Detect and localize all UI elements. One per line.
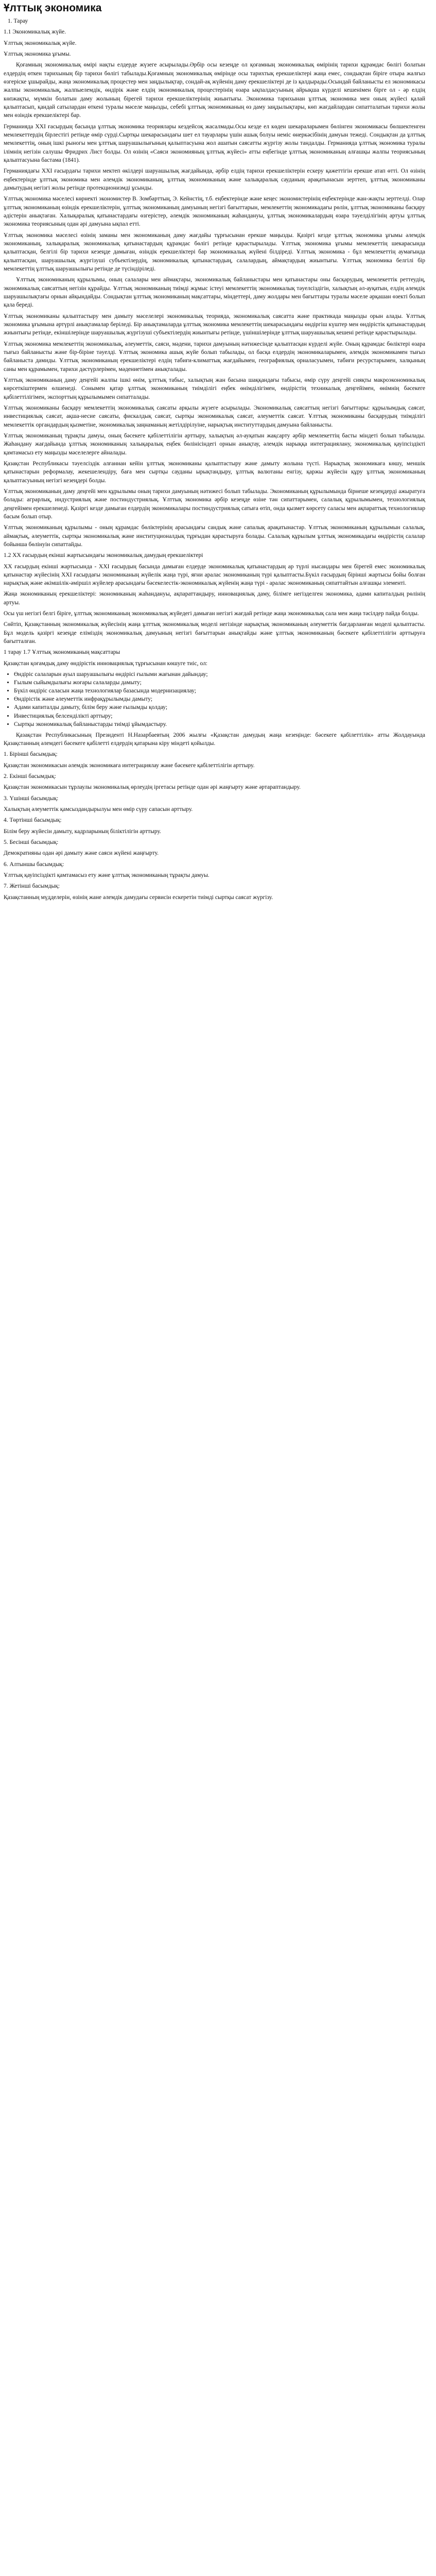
chapter-label: 1. Тарау	[8, 18, 28, 25]
body-paragraph: Ұлттық экономиканың даму деңгейі жалпы ішкі өнім, ұлттық табыс, халықтың жан басына шаққандағы табысы, өмір сүру деңгейі сияқты макроэкономикалық көрсеткіштермен өлшенеді. Сонымен қатар ұлттық экономиканың тиімділігі еңбек өнімділігімен, өндірістің техникалық деңгейімен, өнімнің бәсекеге қабілеттілігімен, экспорттың құрылымымен сипатталады.	[4, 377, 425, 400]
body-paragraph: Ұлттық экономика мемлекеттің экономикалық, әлеуметтік, саяси, мәдени, тарихи дамуының нәтижесінде қалыптасқан күрделі жүйе. Оның құрамдас бөліктері өзара тығыз байланысты және бір-біріне тәуелді. Ұлттық экономика ашық жүйе болып табылады, ол басқа елдердің экономикаларымен, әлемдік экономикамен тығыз байланыста дамиды. Ұлттық экономиканың ерекшеліктері елдің табиғи-климаттық жағдайымен, географиялық орналасуымен, табиғи ресурстарымен, халқының саны мен құрамымен, тарихи дәстүрлерімен, мәдениетімен анықталады.	[4, 341, 425, 372]
list-item: • Ғылым сыйымдылығы жоғары салаларды дамыту;	[14, 679, 425, 687]
priority-text: Білім беру жүйесін дамыту, кадрларының біліктілігін арттыру.	[4, 828, 161, 835]
list-item: • Сыртқы экономикалық байланыстарды тиімді ұйымдастыру.	[14, 720, 425, 728]
priority-label: 3. Үшінші басымдық:	[4, 795, 59, 802]
body-paragraph: Ұлттық экономиканы қалыптастыру мен дамыту мәселелері экономикалық теорияда, экономикалық саясатта және практикада маңызды орын алады. Ұлттық экономика ұғымына әртүрлі анықтамалар беріледі. Бір анықтамаларда ұлттық экономика мемлекеттің шекарасындағы өндіргіш күштер мен өндірістік қатынастардың жиынтығы ретінде, екіншілерінде шаруашылық жүргізуші субъектілердің жиынтығы ретінде, үшіншілерінде ұлттық шаруашылық кешені ретінде қарастырылады.	[4, 313, 425, 336]
body-paragraph: Ұлттық экономиканың даму деңгейі мен құрылымы оның тарихи дамуының нәтижесі болып табылады. Экономиканың құрылымында бірнеше кезеңдерді ажыратуға болады: аграрлық, индустриялық және постиндустриялық. Ұлттық экономика әрбір кезеңде өзіне тән сипаттарымен, салалық құрылымымен, технологиялық деңгейімен ерекшеленеді. Қазіргі кезде дамыған елдердің экономикалары постиндустриялық сатыға өтіп, онда қызмет көрсету саласы мен ақпараттық технологиялар басым болып отыр.	[4, 488, 425, 520]
body-paragraph: Жаңа экономиканың ерекшеліктері: экономиканың жаһандануы, ақпараттандыру, инновациялық даму, білімге негізделген экономика, адами капиталдың рөлінің артуы.	[4, 591, 425, 606]
section-label: 1.1 Экономикалық жүйе.	[4, 29, 66, 36]
body-paragraph: ХХ ғасырдың екінші жартысында - XXI ғасырдың басында дамыған елдерде экономикалық қатынастардың ар түрлі нысандары мен бірегей емес экономикалық қатынастар жүйесінің XXI ғасырдағы экономиканың жүйелік жаңа түрі, яғни аралас экономиканың түрі қалыптасты.Бүкіл ғасырдың бірінші жартысы бойы болған нарықтық және әкімшілік-әміршіл жүйелер арасындағы бәсекелестік-экономикалық жүйенің жаңа түрі - аралас экономиканың сипаттайтын алғашқы элементі.	[4, 563, 425, 587]
body-paragraph: Ұлттық экономиканың құрылымы - оның құрамдас бөліктерінің арасындағы сандық және сапалық арақатынастар. Ұлттық экономиканың құрылымын салалық, аймақтық, әлеуметтік, сыртқы экономикалық және институционалдық тұрғыдан қарастыруға болады. Салалық құрылым ұлттық экономикадағы өндірістің салалар бойынша бөлінуін сипаттайды.	[4, 524, 425, 548]
body-paragraph: Сөйтіп, Қазақстанның экономикалық жүйесінің жаңа ұлттық экономикалық моделі негізінде нарықтық экономиканың әлеуметтік бағдарланған моделі қалыптасты. Бұл модель қазіргі кезеңде еліміздің экономикалық дамуының негізгі бағыттарын анықтайды және ұлттық экономиканың бәсекеге қабілеттілігін арттыруға бағытталған.	[4, 621, 425, 645]
priority-text: Демократияны одан әрі дамыту және саяси жүйені жаңғырту.	[4, 850, 159, 857]
priority-label: 2. Екінші басымдық:	[4, 773, 56, 780]
section-heading: 1 тарау 1.7 Ұлттық экономиканың мақсаттары	[4, 649, 120, 656]
priority-label: 1. Бірінші басымдық:	[4, 751, 58, 758]
list-item: • Адами капиталды дамыту, білім беру және ғылымды қолдау;	[14, 703, 425, 711]
subsection-label: Ұлттық экономикалық жүйе.	[4, 40, 77, 46]
priority-text: Қазақстанның мүдделерін, өзінің жане әлемдік дамудағы сервисін ескеретін тиімді сыртқы саясат жүргізу.	[4, 894, 273, 901]
body-paragraph: Ұлттық экономика мәселесі көрнекті экономистер В. Зомбарттың, Э. Кейнстің, т.б. еңбектерінде және кеңес экономистерінің еңбектерінде жан-жақты зерттелді. Олар ұлттық экономиканың өзіндік ерекшеліктерін, ұлттық экономиканың дамуының негізгі бағыттарын, мемлекеттің экономикадағы рөлін, ұлттық экономиканы басқару әдістерін анықтаған. Халықаралық қатынастардағы өзгерістер, әлемдік экономиканың жаһандануы, ұлттық экономикалардың өзара тәуелділігінің артуы ұлттық экономика теориясының одан әрі дамуына ықпал етті.	[4, 196, 425, 228]
priority-label: 7. Жетінші басымдық:	[4, 883, 60, 890]
priority-label: 4. Төртінші басымдық:	[4, 817, 62, 824]
priority-text: Қазақстан экономикасын тұрлаулы экономикалық өрлеудің іргетасы ретінде одан әрі жаңғырту және әртараптандыру.	[4, 784, 301, 791]
priority-text: Ұлттық қауіпсіздікті қамтамасыз ету және ұлттық экономиканың тұрақты дамуы.	[4, 872, 210, 879]
body-paragraph: Ұлттық экономиканы басқару мемлекеттің экономикалық саясаты арқылы жүзеге асырылады. Экономикалық саясаттың негізгі бағыттары: құрылымдық саясат, инвестициялық саясат, ақша-несие саясаты, фискалдық саясат, сыртқы экономикалық саясат, әлеуметтік саясат. Ұлттық экономиканы басқарудың тиімділігі мемлекеттік органдардың қызметіне, экономикалық заңнаманың жетілдірілуіне, нарықтық институттардың дамуына байланысты.	[4, 404, 425, 428]
list-item: • Инвестициялық белсенділікті арттыру;	[14, 712, 425, 720]
body-paragraph: Ұлттық экономиканың тұрақты дамуы, оның бәсекеге қабілеттілігін арттыру, халықтың әл-ауқатын жақсарту әрбір мемлекеттің басты міндеті болып табылады. Жаһандану жағдайында ұлттық экономиканың халықаралық еңбек бөлінісіндегі орнын анықтау, әлемдік нарыққа интеграциялану, экономикалық қауіпсіздікті қамтамасыз ету маңызды мәселелерге айналады.	[4, 432, 425, 456]
document-title: Ұлттық экономика	[4, 2, 102, 14]
body-paragraph: Ұлттық экономиканың құрылымы, оның салалары мен аймақтары, экономикалық байланыстары мен қатынастары оны басқарудың, мемлекеттік реттеудің, экономикалық саясаттың негізін құрайды. Ұлттық экономиканың тиімді жұмыс істеуі мемлекеттің экономикалық тәуелсіздігін, халықтың әл-ауқатын, елдің әлемдік шаруашылықтағы орнын айқындайды. Сондықтан ұлттық экономиканың мақсаттары, міндеттері, даму жолдары мен бағыттары туралы мәселе әрқашан өзекті болып қала береді.	[4, 277, 425, 309]
body-paragraph: Германиядағы XXI ғасырдағы тарихи мектеп өкілдері шаруашылық жағдайында, әрбір елдің тарихи ерекшеліктерін ескеру қажеттігін ерекше атап өтті. Ол өзінің еңбектерінде ұлттық экономика мен әлемдік экономиканың, ұлттық экономиканың және халықаралық сауданың арақатынасын зерттеп, ұлттық экономиканы дамытудың негізгі жолы ретінде протекционизмді ұсынды.	[4, 168, 425, 192]
subsection-label: Ұлттық экономика ұғымы.	[4, 51, 71, 58]
body-paragraph: Осы үш негізгі белгі біріге, ұлттық экономиканың экономикалық жүйедегі дамыған негізгі жағдай ретінде жаңа экономикалық сала мен жаңа тәсілдер пайда болды.	[4, 611, 419, 617]
list-item: • Өндіріс салаларын ауыл шаруашылығы өндірісі ғылыми жағынан дайындау;	[14, 670, 425, 679]
body-paragraph: Германияда XXI ғасырдың басында ұлттық экономика теориялары кездейсоқ жасалмады.Осы кезде ел көден шекараларымен бөлінген экономикасы бөлшектенген мемлекеттердің бірлестігі ретінде өмір сүрді.Сыртқы шекарасындағы шет ел тауарлары үшін ашық болуы неміс өнеркәсібінің дамуын тежеді. Сондықтан да ұлттық мемлекеттің, оның ішкі рыногы мен ұлттық шаруашылығының қалыптасуына жол ашатын саясатты жүргізу жолы тандалды. Германияда ұлттық экономика туралы ілімнің негізін салушы Фридрих Лист болды. Ол өзінің «Саяси экономияның ұлттық жүйесі» атты еңбегінде ұлттық экономиканың алғашқы жалпы теориясының қалыптасуына бастама (1841).	[4, 123, 425, 164]
priority-text: Халықтың әлеуметтік қамсыздандырылуы мен өмір сүру сапасын арттыру.	[4, 806, 193, 813]
goals-list	[4, 670, 425, 728]
priority-text: Қазақстан экономикасын әлемдік экономикаға интеграциялау және бәсекеге қабілеттілігін арттыру.	[4, 762, 255, 769]
body-paragraph: Қоғамның экономикалық өмірі нақты елдерде жүзеге асырылады.Әрбір осы кезеңде ол қоғамның экономикалық өмірінің тарихи құрамдас бөлігі болатын елдердің өткен тарихының бір тарихи бөлігі табылады.Қоғамның экономикалық өмірінде осы тарихтық ерекшеліктері жаңа емес, сондықтан біріге отыра жалғыз өзгеріске ұшырайды, жаңа экономикалық процестер мен заңдылықтар, сондай-ақ жүйенің даму ерекшеліктері де із қалдырады.Осындай байланысты ел экономикасы жалпы экономикалық, жалпыелемдік, өндірік және елдің экономикалық процестерінің өзара ықпалдасуының айрықша күрделі кешенімен бірге ол - әр елдің көпжақты, мүмкін болатын даму жолының бірегей тарихи ерекшеліктерінің жиынтығы. Экономика тарихынан ұлттық экономика мен оның жүйесі қалай қалыптасып, қандай сатылардан өткені туралы мәселе маңызды, себебі ұлттық экономиканың өз даму заңдылықтары, көп жағдайлардан сипатталатын тарихи жолы мен өзіндік ерекшеліктері бар.	[4, 62, 425, 119]
document	[0, 0, 429, 909]
list-item: • Өндірістік және әлеуметтік инфрақұрылымды дамыту;	[14, 695, 425, 703]
section-heading: 1.2 ХХ ғасырдың екінші жартысындағы экономикалық дамудың ерекшеліктері	[4, 552, 203, 559]
body-paragraph: Қазақстан Республикасының Президенті Н.Назарбаевтың 2006 жылғы «Қазақстан дамудың жаңа кезеңінде: бәсекеге қабілеттілік» атты Жолдауында Қазақстанның әлемдегі бәсекеге қабілетті елдердің қатарына кіру міндеті қойылды.	[4, 732, 425, 747]
priority-label: 6. Алтыншы басымдық:	[4, 861, 64, 868]
list-item: • Бүкіл өндіріс саласын жаңа технологиялар базасында модернизациялау;	[14, 687, 425, 695]
body-paragraph: Қазақстан Республикасы тәуелсіздік алғаннан кейін ұлттық экономиканы қалыптастыру және дамыту жолына түсті. Нарықтық экономикаға көшу, меншік қатынастарын реформалау, жекешелендіру, баға мен сыртқы сауданы ырықтандыру, ұлттық валютаны енгізу, қаржы жүйесін құру ұлттық экономиканың қалыптасуының негізгі кезеңдері болды.	[4, 460, 425, 484]
priority-label: 5. Бесінші басымдық:	[4, 839, 59, 846]
body-paragraph: Ұлттық экономика мәселесі өзінің заманы мен экономиканың даму жағдайы тұрғысынан ерекше маңызды. Қазіргі кезде ұлттық экономика ұғымы әлемдік экономиканың, халықаралық экономикалық қатынастардың құрамдас бөлігі ретінде қарастырылады. Ұлттық экономика ұғымы мемлекеттің шекарасында қалыптасқан, белгілі бір тарихи кезеңде дамыған, өзіндік ерекшеліктері бар экономикалық жүйені білдіреді. Ұлттық экономика - бұл мемлекеттің аумағында қалыптасқан, шаруашылық жүргізуші субъектілердің, экономикалық қатынастардың, салалардың, аймақтардың жиынтығы. Ұлттық экономика белгілі бір мемлекеттің ұлттық шаруашылығы ретінде де түсіндіріледі.	[4, 232, 425, 272]
goals-intro: Қазақстан қоғамдық даму өндірістік инновациялық тұрғысынан көшуге тиіс, ол:	[4, 660, 207, 667]
